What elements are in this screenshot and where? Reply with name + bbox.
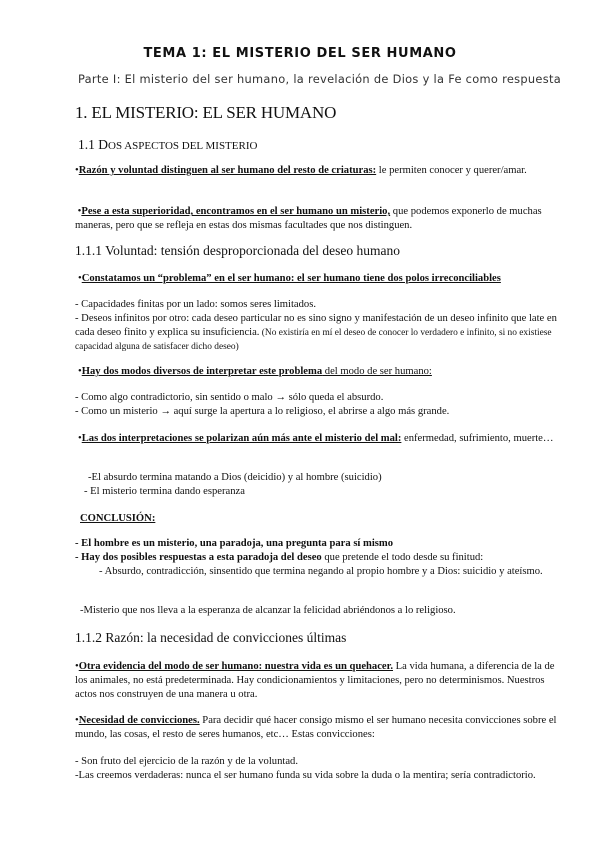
list-item-contradictorio: - Como algo contradictorio, sin sentido o malo → sólo queda el absurdo.	[75, 392, 384, 403]
paragraph-misterio-mal: •Las dos interpretaciones se polarizan aún más ante el misterio del mal: enfermedad, sufrimiento, muerte…	[78, 433, 554, 444]
list-item-fruto: - Son fruto del ejercicio de la razón y de la voluntad.	[75, 756, 298, 767]
list-item-misterio: - Como un misterio → aquí surge la apertura a lo religioso, el abrirse a algo más grande.	[75, 406, 450, 417]
paragraph-superioridad: •Pese a esta superioridad, encontramos en el ser humano un misterio, que podemos exponerlo de muchas maneras, pero que se refleja en estas dos mismas facultades que nos distinguen.	[75, 206, 542, 231]
paragraph-text: le permiten conocer y querer/amar.	[376, 165, 527, 176]
paragraph-text: enfermedad, sufrimiento, muerte…	[401, 433, 554, 444]
list-item-capacidades: - Capacidades finitas por un lado: somos seres limitados.	[75, 299, 316, 310]
list-item-absurdo: -El absurdo termina matando a Dios (deicidio) y al hombre (suicidio)	[88, 472, 382, 483]
paragraph-problema: •Constatamos un “problema” en el ser humano: el ser humano tiene dos polos irreconciliables	[78, 273, 501, 284]
paragraph-razon-voluntad: •Razón y voluntad distinguen al ser humano del resto de criaturas: le permiten conocer y querer/amar.	[75, 165, 527, 176]
paragraph-convicciones: •Necesidad de convicciones. Para decidir qué hacer consigo mismo el ser humano necesita convicciones sobre el mundo, las cosas, el resto de seres humanos, etc… Estas convicciones:	[75, 715, 557, 740]
section-heading-1-1-2: 1.1.2 Razón: la necesidad de convicciones últimas	[75, 630, 347, 645]
heading-number: 1.1 D	[78, 137, 108, 152]
paragraph-note: (No existiría en mí el deseo de conocer lo verdadero e infinito, si no existiese capacidad alguna de satisfacer dicho deseo)	[75, 328, 552, 352]
doc-title: TEMA 1: EL MISTERIO DEL SER HUMANO	[143, 46, 457, 61]
paragraph-text: del modo de ser humano:	[322, 366, 432, 377]
paragraph-lead: Hay dos modos diversos de interpretar este problema	[81, 366, 323, 377]
paragraph-text: que podemos exponerlo de muchas maneras, pero que se refleja en estas dos mismas facultades que nos distinguen.	[75, 206, 542, 231]
paragraph-lead: Necesidad de convicciones.	[78, 715, 200, 726]
paragraph-text: - Deseos infinitos por otro: cada deseo particular no es sino signo y manifestación de un deseo infinito que late en cada deseo finito y explica su insuficiencia.	[75, 313, 557, 338]
paragraph-lead: Otra evidencia del modo de ser humano: nuestra vida es un quehacer.	[78, 661, 394, 672]
list-item-esperanza: - El misterio termina dando esperanza	[84, 486, 245, 497]
conclusion-item-absurdo: - Absurdo, contradicción, sinsentido que termina negando al propio hombre y a Dios: suicidio y ateísmo.	[99, 566, 543, 577]
paragraph-lead: Constatamos un “problema” en el ser humano: el ser humano tiene dos polos irreconciliables	[81, 273, 501, 284]
paragraph-lead: Razón y voluntad distinguen al ser humano del resto de criaturas:	[78, 165, 377, 176]
paragraph-quehacer: •Otra evidencia del modo de ser humano: nuestra vida es un quehacer. La vida humana, a diferencia de la de los animales, no está predeterminada. Hay condicionamientos y limitaciones, pero no determinismos. Nuestros actos nos construyen de una manera u otra.	[75, 661, 555, 700]
list-item-deseos	[75, 312, 565, 354]
paragraph-text: Para decidir qué hacer consigo mismo el ser humano necesita convicciones sobre el mundo, las cosas, el resto de seres humanos, etc… Estas convicciones:	[75, 715, 557, 740]
list-item-verdaderas: -Las creemos verdaderas: nunca el ser humano funda su vida sobre la duda o la mentira; sería contradictorio.	[75, 770, 536, 781]
section-heading-1: 1. EL MISTERIO: EL SER HUMANO	[75, 103, 337, 122]
paragraph-dos-modos: •Hay dos modos diversos de interpretar este problema del modo de ser humano:	[78, 366, 432, 377]
paragraph-text: La vida humana, a diferencia de la de los animales, no está predeterminada. Hay condicionamientos y limitaciones, pero no determinismos. Nuestros actos nos construyen de una manera u otra.	[75, 661, 555, 700]
doc-subtitle: Parte I: El misterio del ser humano, la revelación de Dios y la Fe como respuesta	[78, 72, 562, 86]
conclusion-heading: CONCLUSIÓN:	[80, 513, 156, 524]
heading-text: OS ASPECTOS DEL MISTERIO	[108, 140, 258, 152]
conclusion-item-paradoja: - El hombre es un misterio, una paradoja, una pregunta para sí mismo	[75, 538, 394, 549]
conclusion-item-misterio: -Misterio que nos lleva a la esperanza de alcanzar la felicidad abriéndonos a lo religioso.	[80, 605, 456, 616]
paragraph-lead: Las dos interpretaciones se polarizan aún más ante el misterio del mal:	[81, 433, 402, 444]
paragraph-lead: Pese a esta superioridad, encontramos en el ser humano un misterio,	[81, 206, 391, 217]
conclusion-item-respuestas: - Hay dos posibles respuestas a esta paradoja del deseo que pretende el todo desde su finitud:	[75, 552, 484, 563]
section-heading-1-1	[78, 137, 568, 153]
section-heading-1-1-1: 1.1.1 Voluntad: tensión desproporcionada del deseo humano	[75, 243, 400, 258]
